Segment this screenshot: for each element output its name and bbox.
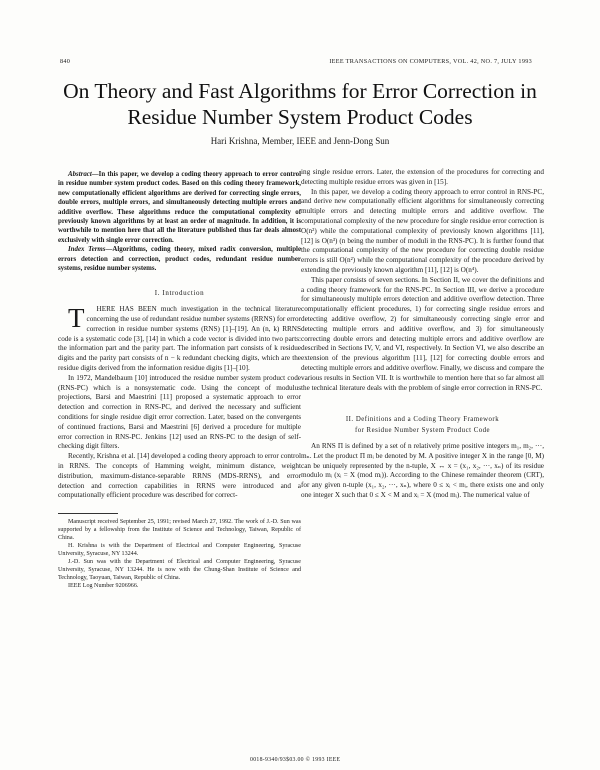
paper-title: On Theory and Fast Algorithms for Error Correction in Residue Number System Product Codes	[63, 79, 537, 129]
index-terms	[58, 245, 301, 273]
drop-cap: T	[68, 303, 85, 334]
footnote: J.-D. Sun was with the Department of Electrical and Computer Engineering, Syracuse University, Syracuse, NY 13244. He is now with the Chung-Shan Institute of Science and Technology, Taoyuan, Taiwan, Republic of China.	[58, 559, 301, 582]
section-1-heading: I. Introduction	[154, 289, 205, 298]
section-2-heading-line-2: for Residue Number System Product Code	[354, 427, 491, 435]
copyright-code: 0018-9340/93$03.00 © 1993 IEEE	[250, 757, 341, 763]
section-2-heading-line-1: II. Definitions and a Coding Theory Framework	[345, 416, 500, 424]
page-number: 840	[60, 58, 71, 65]
abstract	[58, 170, 301, 245]
footnote-rule	[58, 513, 118, 514]
left-column	[58, 170, 301, 590]
journal-header: IEEE TRANSACTIONS ON COMPUTERS, VOL. 42, NO. 7, JULY 1993	[329, 58, 532, 65]
index-terms-label: Index Terms—	[68, 246, 113, 254]
footnote: H. Krishna is with the Department of Electrical and Computer Engineering, Syracuse University, Syracuse, NY 13244.	[58, 543, 301, 558]
right-paragraph-3: This paper consists of seven sections. In Section II, we cover the definitions and a coding theory framework for the RNS-PC. In Section III, we derive a procedure for simultaneously multiple errors detection and additive overflow detection. Three computationally efficient procedures, 1) for correcting single residue errors and detecting additive overflow, 2) for simultaneously correcting single error and detecting multiple errors and additive overflow, and 3) for simultaneously correcting double errors and detecting multiple errors and additive overflow are described in Sections IV, V, and VI, respectively. In Section VI, we also describe an extension of the previous algorithm [11], [12] for correcting double errors and detecting multiple errors and additive overflow. Finally, we discuss and compare the various results in Section VII. It is worthwhile to mention here that so far almost all the technical literature deals with the problem of single error correction in RNS-PC.	[301, 275, 544, 392]
index-terms-text: Algorithms, coding theory, mixed radix conversion, multiple errors detection and correction, product codes, redundant residue number systems, residue number systems.	[58, 246, 302, 273]
intro-paragraph-2: In 1972, Mandelbaum [10] introduced the residue number system product code (RNS-PC) which is a nonsystematic code. Using the concept of modulus projections, Barsi and Maestrini [11] proposed a systematic approach to error detection and correction in RNS-PC, and derived the necessary and sufficient conditions for single residue digit error correction. Later, based on the convergents of continued fractions, Barsi and Maestrini [6] derived a procedure for multiple error correction in RNS-PC. Jenkins [12] used an RNS-PC to the design of self-checking digit filters.	[58, 373, 301, 451]
right-paragraph-2: In this paper, we develop a coding theory approach to error control in RNS-PC, and derive new computationally efficient algorithms for simultaneously correcting multiple errors and detecting multiple errors and additive overflow. The computational complexity of the new procedure for single residue error correction is O(n²) while the computational complexity of previously known algorithms [11], [12] is O(n³) (n being the number of moduli in the RNS-PC). It is further found that the computational complexity of the new procedure for correcting double residue errors is still O(n²) while the computational complexity of the procedure derived by extending the previously known algorithm [11], [12] is O(n⁴).	[301, 187, 544, 274]
intro-paragraph-3: Recently, Krishna et al. [14] developed a coding theory approach to error control in RRNS. The concepts of Hamming weight, minimum distance, weight distribution, maximum-distance-separable RRNS (MDS-RRNS), and error detection and correction capabilities in RRNS were introduced and a computationally efficient procedure was described for correct-	[58, 452, 301, 500]
right-column	[301, 168, 544, 501]
section-2-paragraph: An RNS Π is defined by a set of n relatively prime positive integers m₁, m₂, ···, mₙ. Let the product Π mᵢ be denoted by M. A positive integer X in the range [0, M) can be uniquely represented by the n-tuple, X ↔ x = (x₁, x₂, ···, xₙ) of its residue modulo mᵢ (xᵢ = X (mod mᵢ)). According to the Chinese remainder theorem (CRT), for any given n-tuple (x₁, x₂, ···, xₙ), where 0 ≤ xᵢ < mᵢ, there exists one and only one integer X such that 0 ≤ X < M and xᵢ = X (mod mᵢ). The numerical value of	[301, 441, 544, 499]
abstract-label: Abstract—	[68, 171, 99, 178]
intro-paragraph-1	[58, 305, 301, 374]
right-paragraph-1: ing single residue errors. Later, the extension of the procedures for correcting and detecting multiple residue errors was given in [15].	[301, 168, 544, 186]
footnote: IEEE Log Number 9206966.	[68, 583, 139, 590]
abstract-text: In this paper, we develop a coding theory approach to error control in residue number system product codes. Based on this coding theory framework, new computationally efficient algorithms are derived for correcting single errors, double errors, multiple errors, and simultaneously detecting multiple errors and additive overflow. These algorithms reduce the computational complexity of previously known algorithms by at least an order of magnitude. In addition, it is worthwhile to mention here that all the literature published thus far deals almost exclusively with single error correction.	[58, 171, 301, 244]
intro-paragraph-1-text: HERE HAS BEEN much investigation in the technical literature concerning the use of redundant residue number systems (RRNS) for error correction in residue number systems (RNS) [1]–[19]. An (n, k) RRNS code is a systematic code [3], [14] in which a code vector is divided into two parts: the information part and the parity part. The information part consists of k residue digits and the parity part consists of n − k redundant checking digits, which are the residue digits derived from the information residue digits [1]–[10].	[58, 305, 301, 373]
authors: Hari Krishna, Member, IEEE and Jenn-Dong Sun	[210, 136, 390, 146]
footnote: Manuscript received September 25, 1991; revised March 27, 1992. The work of J.-D. Sun was supported by a fellowship from the Institute of Science and Technology, Taiwan, Republic of China.	[58, 519, 301, 542]
